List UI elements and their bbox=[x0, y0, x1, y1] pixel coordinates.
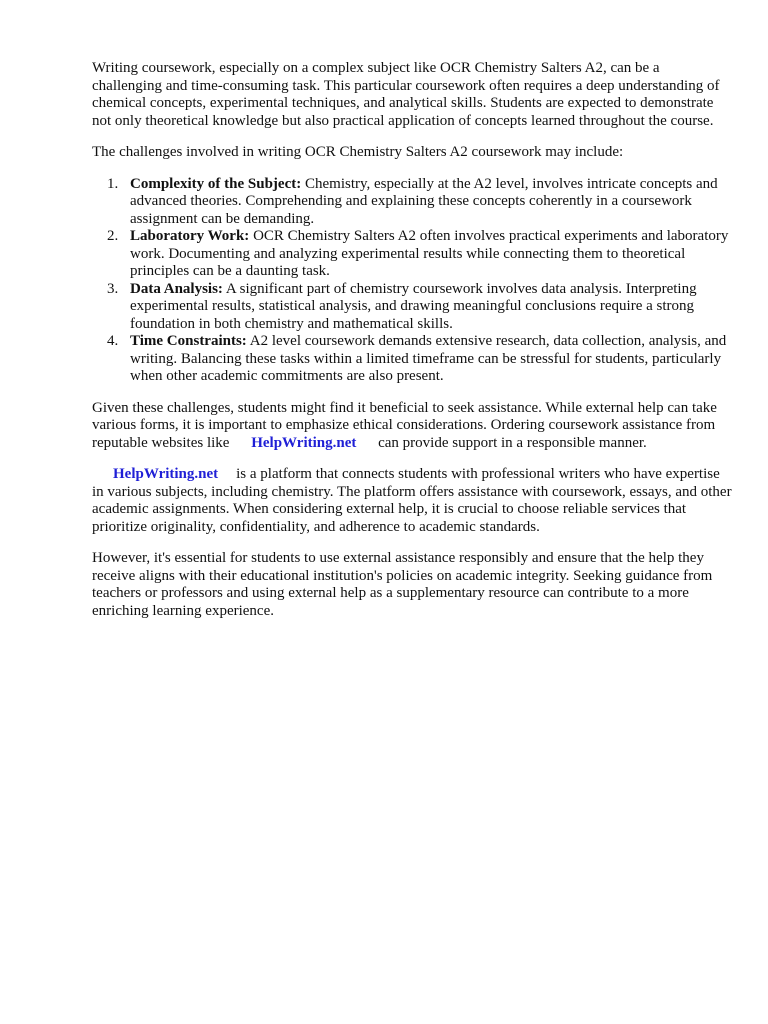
intro-paragraph: Writing coursework, especially on a complex subject like OCR Chemistry Salters A2, can be a challenging and time-consuming task. This particular coursework often requires a deep understanding of chemical concepts, experimental techniques, and analytical skills. Students are expected to demonstrate not only theoretical knowledge but also practical application of concepts learned throughout the course. bbox=[92, 60, 720, 129]
list-item-number: 1. bbox=[107, 175, 119, 192]
list-item-number: 3. bbox=[107, 280, 119, 297]
challenges-intro-paragraph: The challenges involved in writing OCR Chemistry Salters A2 coursework may include: bbox=[92, 144, 624, 160]
list-item-text: A2 level coursework demands extensive research, data collection, analysis, and writing. Balancing these tasks within a limited timeframe can be stressful for students, particularly when other academic commitments are also present. bbox=[130, 333, 727, 384]
list-item-number: 2. bbox=[107, 228, 119, 244]
helpwriting-link[interactable]: HelpWriting.net bbox=[113, 466, 219, 482]
platform-paragraph bbox=[92, 466, 732, 536]
list-item-text: OCR Chemistry Salters A2 often involves practical experiments and laboratory work. Documenting and analyzing experimental results while connecting them to theoretical principles can be a daunting task. bbox=[130, 228, 729, 279]
list-item-text: A significant part of chemistry coursework involves data analysis. Interpreting experimental results, statistical analysis, and drawing meaningful conclusions require a strong foundation in both chemistry and mathematical skills. bbox=[130, 280, 697, 332]
list-item-text: Chemistry, especially at the A2 level, involves intricate concepts and advanced theories. Comprehending and explaining these concepts coherently in a coursework assignment can be demanding. bbox=[130, 175, 718, 227]
list-item-title: Laboratory Work: bbox=[130, 228, 250, 244]
list-item-title: Complexity of the Subject: bbox=[130, 175, 302, 192]
assistance-text-after: can provide support in a responsible manner. bbox=[378, 434, 647, 451]
list-item-title: Data Analysis: bbox=[130, 280, 223, 297]
platform-text: is a platform that connects students with professional writers who have expertise in various subjects, including chemistry. The platform offers assistance with coursework, essays, and other academic assignments. When considering external help, it is crucial to choose reliable services that prioritize originality, confidentiality, and adherence to academic standards. bbox=[92, 466, 732, 535]
list-item bbox=[92, 228, 732, 281]
assistance-text-before: Given these challenges, students might find it beneficial to seek assistance. While external help can take various forms, it is important to emphasize ethical considerations. Ordering coursework assistance from reputable websites like bbox=[92, 399, 717, 451]
helpwriting-link[interactable]: HelpWriting.net bbox=[251, 434, 357, 451]
list-item-title: Time Constraints: bbox=[130, 333, 247, 349]
list-item-number: 4. bbox=[107, 333, 119, 349]
list-item bbox=[92, 176, 732, 229]
list-item bbox=[92, 333, 732, 386]
list-item bbox=[92, 281, 732, 334]
conclusion-paragraph: However, it's essential for students to use external assistance responsibly and ensure that the help they receive aligns with their educational institution's policies on academic integrity. Seeking guidance from teachers or professors and using external help as a supplementary resource can contribute to a more enriching learning experience. bbox=[92, 550, 713, 619]
assistance-paragraph bbox=[92, 400, 732, 453]
challenges-list bbox=[92, 176, 732, 386]
document-page bbox=[92, 60, 732, 634]
